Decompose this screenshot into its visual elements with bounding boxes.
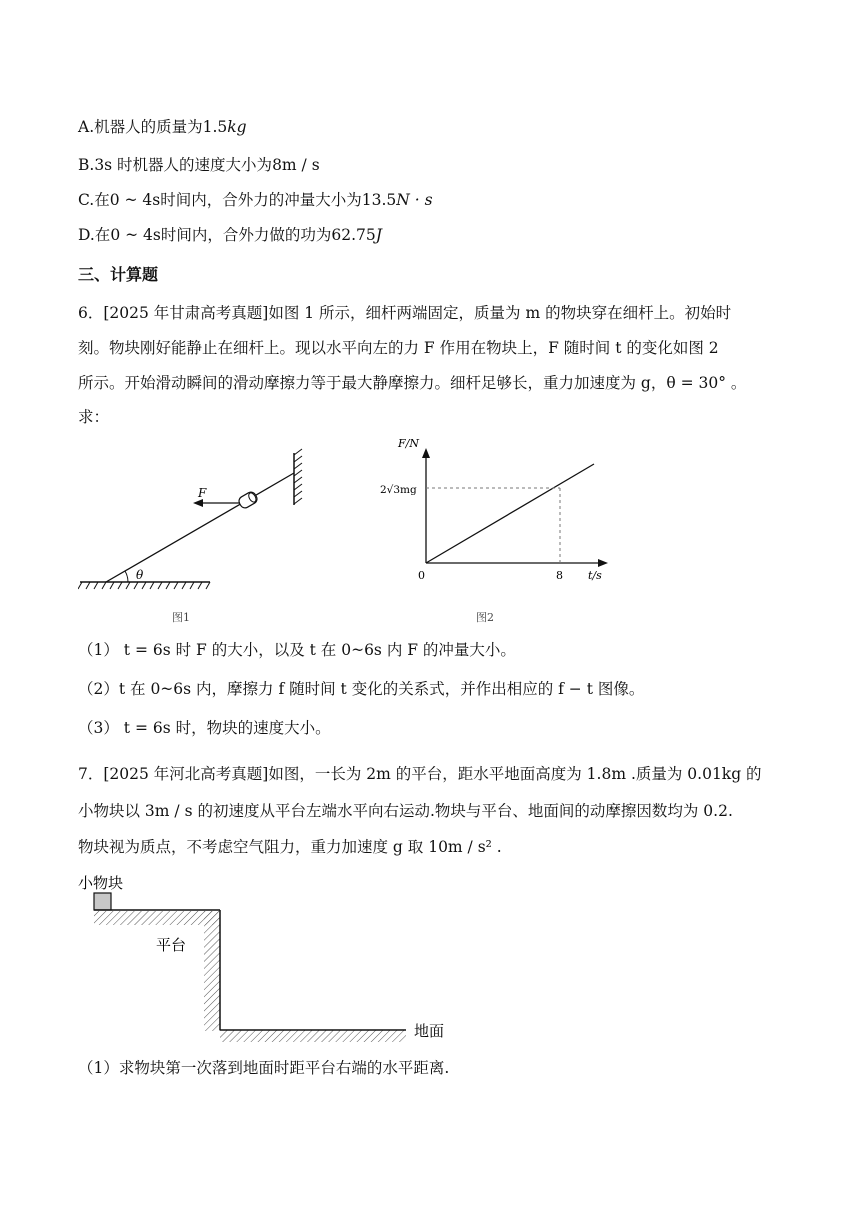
figure-2-caption: 图2	[476, 611, 494, 624]
q6-sub1: （1） t = 6s 时 F 的大小，以及 t 在 0~6s 内 F 的冲量大小。	[78, 641, 516, 659]
q7-line3: 物块视为质点，不考虑空气阻力，重力加速度 g 取 10m / s² .	[78, 838, 502, 856]
block	[237, 490, 259, 509]
figure-q7	[76, 870, 476, 1050]
angle-label: θ	[136, 568, 144, 582]
figure-2	[376, 438, 616, 630]
q6-line3: 所示。开始滑动瞬间的滑动摩擦力等于最大静摩擦力。细杆足够长，重力加速度为 g，θ = 30° 。	[78, 374, 747, 392]
small-block	[94, 893, 111, 910]
q6-line2: 刻。物块刚好能静止在细杆上。现以水平向左的力 F 作用在物块上，F 随时间 t 的变化如图 2	[78, 339, 719, 357]
y-marker: 2√3mg	[380, 484, 417, 496]
q7-line2: 小物块以 3m / s 的初速度从平台左端水平向右运动.物块与平台、地面间的动摩擦因数均为 0.2.	[78, 802, 733, 820]
section-title: 三、计算题	[78, 265, 159, 284]
q6-sub2: （2）t 在 0~6s 内，摩擦力 f 随时间 t 变化的关系式，并作出相应的 f − t 图像。	[78, 680, 645, 698]
platform-label: 平台	[156, 936, 187, 954]
origin-label: 0	[418, 569, 425, 582]
q7-sub1: （1）求物块第一次落到地面时距平台右端的水平距离.	[78, 1059, 450, 1077]
block-label: 小物块	[78, 874, 124, 892]
q6-line1: 6．[2025 年甘肃高考真题]如图 1 所示，细杆两端固定，质量为 m 的物块穿在细杆上。初始时	[78, 304, 732, 322]
y-axis-label: F/N	[398, 438, 419, 450]
x-marker: 8	[556, 569, 563, 582]
option-a: A.机器人的质量为1.5kg	[78, 118, 247, 136]
q6-line4: 求：	[78, 408, 110, 426]
q6-sub3: （3） t = 6s 时，物块的速度大小。	[78, 719, 331, 737]
x-axis-label: t/s	[588, 569, 602, 582]
force-label: F	[198, 486, 207, 500]
ground-label: 地面	[414, 1022, 445, 1040]
figure-1-caption: 图1	[172, 611, 190, 624]
figure-1	[78, 445, 318, 630]
option-b: B.3s 时机器人的速度大小为8m / s	[78, 156, 320, 174]
option-c: C.在0 ~ 4s时间内，合外力的冲量大小为13.5N · s	[78, 191, 433, 209]
option-d: D.在0 ~ 4s时间内，合外力做的功为62.75J	[78, 226, 382, 244]
q7-line1: 7．[2025 年河北高考真题]如图，一长为 2m 的平台，距水平地面高度为 1.8m .质量为 0.01kg 的	[78, 765, 762, 783]
